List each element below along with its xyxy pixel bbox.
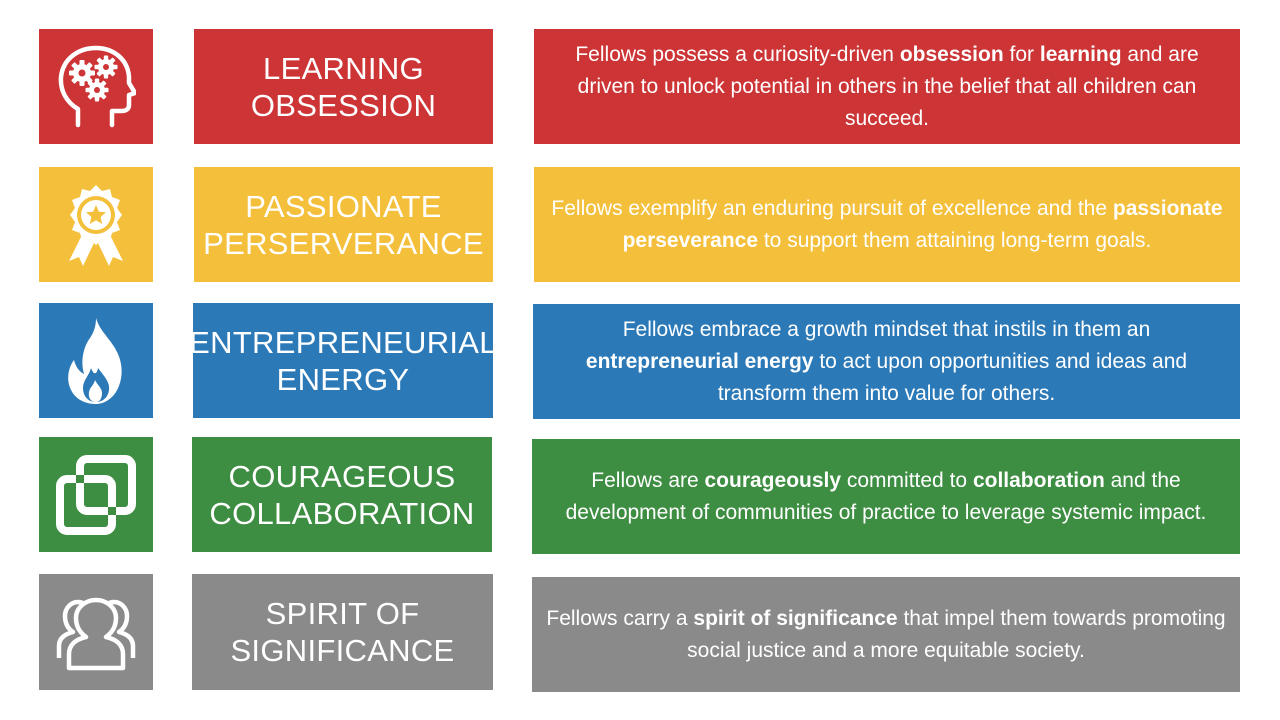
value-title-line-2: OBSESSION	[250, 87, 437, 123]
desc-bold: entrepreneurial energy	[585, 349, 814, 373]
icon-tile-collaboration	[39, 437, 153, 552]
value-title	[192, 574, 493, 690]
desc-text: Fellows are	[591, 468, 705, 492]
description-text	[548, 39, 1226, 135]
desc-text: that impel them towards promoting social justice and a more equitable society.	[687, 606, 1226, 662]
desc-text: for	[1003, 42, 1040, 66]
value-title-line-2: COLLABORATION	[209, 495, 475, 531]
desc-bold: courageously	[704, 468, 842, 492]
value-title-line-2: ENERGY	[276, 361, 410, 397]
description-text	[547, 314, 1226, 410]
value-title-line-1: PASSIONATE	[245, 188, 442, 224]
desc-bold: learning	[1039, 42, 1122, 66]
icon-tile-significance	[39, 574, 153, 690]
description-text	[546, 465, 1226, 529]
value-title	[192, 437, 492, 552]
flame-icon	[66, 316, 126, 406]
value-description	[532, 577, 1240, 692]
desc-text: Fellows possess a curiosity-driven	[575, 42, 900, 66]
desc-text: Fellows exemplify an enduring pursuit of excellence and the	[551, 196, 1113, 220]
desc-text: and are driven to unlock potential in others in the belief that all children can succeed.	[577, 42, 1199, 130]
description-text	[546, 603, 1226, 667]
desc-bold: collaboration	[972, 468, 1105, 492]
description-text	[548, 193, 1226, 257]
value-description	[533, 304, 1240, 419]
icon-tile-energy	[39, 303, 153, 418]
value-title-line-1: SPIRIT OF	[265, 596, 420, 631]
value-title	[194, 29, 493, 144]
value-title	[189, 303, 497, 418]
linked-squares-icon	[56, 455, 136, 535]
desc-bold: passionate perseverance	[622, 196, 1223, 252]
desc-text: to support them attaining long-term goals.	[758, 228, 1152, 252]
award-ribbon-icon	[61, 183, 131, 267]
value-description	[534, 29, 1240, 144]
desc-text: Fellows carry a	[546, 606, 694, 630]
value-description	[534, 167, 1240, 282]
value-description	[532, 439, 1240, 554]
value-title	[194, 167, 493, 282]
value-title-line-2: SIGNIFICANCE	[230, 633, 455, 668]
desc-text: committed to	[841, 468, 973, 492]
value-title-line-2: PERSERVERANCE	[203, 225, 484, 261]
value-title-line-1: COURAGEOUS	[228, 458, 456, 494]
value-title-line-1: LEARNING	[263, 50, 424, 86]
desc-bold: obsession	[899, 42, 1004, 66]
people-group-icon	[51, 592, 141, 672]
head-gears-icon	[56, 45, 136, 129]
desc-text: and the development of communities of practice to leverage systemic impact.	[565, 468, 1207, 524]
desc-text: Fellows embrace a growth mindset that instils in them an	[622, 317, 1151, 341]
icon-tile-passion	[39, 167, 153, 282]
desc-text: to act upon opportunities and ideas and transform them into value for others.	[717, 349, 1188, 405]
value-title-line-1: ENTREPRENEURIAL	[189, 324, 497, 360]
icon-tile-learning	[39, 29, 153, 144]
desc-bold: spirit of significance	[693, 606, 898, 630]
